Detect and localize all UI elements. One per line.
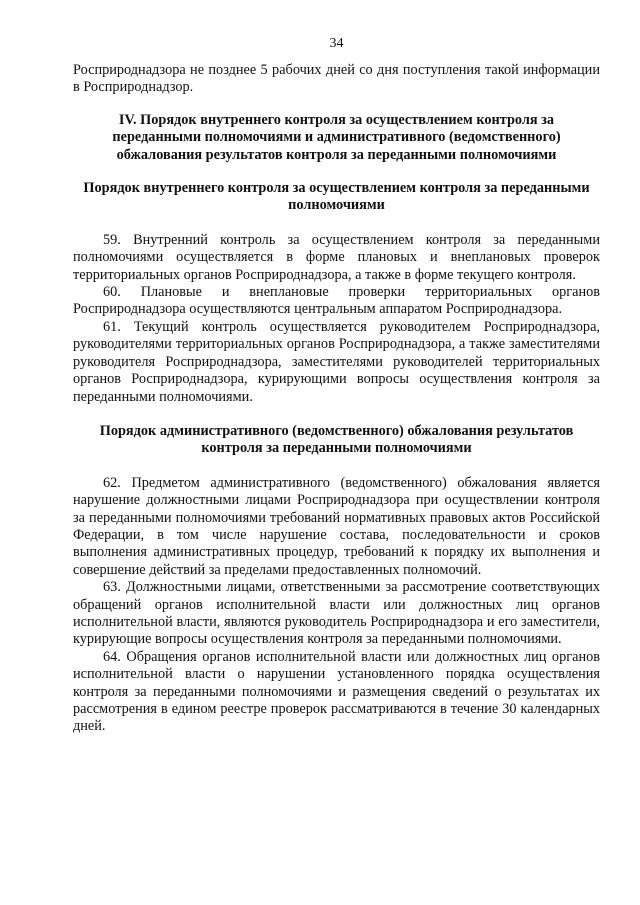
paragraph-62: 62. Предметом административного (ведомственного) обжалования является нарушение должностными лицами Росприроднадзора при осуществлении контроля за переданными полномочиями требований нормативных правовых актов Российской Федерации, в том числе нарушение состава, последовательности и сроков выполнения административных процедур, требований к порядку их выполнения и совершение действий за пределами предоставленных полномочий.: [73, 474, 600, 578]
subsection-title-internal-control: Порядок внутреннего контроля за осуществлением контроля за переданными полномочиями: [83, 180, 590, 214]
paragraph-64: 64. Обращения органов исполнительной власти или должностных лиц органов исполнительной власти о нарушении установленного порядка осуществления контроля за переданными полномочиями и размещения сведений о результатах их рассмотрения в едином реестре проверок рассматриваются в течение 30 календарных дней.: [73, 648, 600, 735]
spacer: [73, 406, 600, 423]
spacer: [73, 215, 600, 232]
document-page: [73, 36, 600, 736]
paragraph-59: 59. Внутренний контроль за осуществлением контроля за переданными полномочиями осуществляется в форме плановых и внеплановых проверок территориальных органов Росприроднадзора, а также в форме текущего контроля.: [73, 231, 600, 283]
page-number: 34: [329, 36, 344, 51]
intro-paragraph: Росприроднадзора не позднее 5 рабочих дней со дня поступления такой информации в Росприроднадзор.: [73, 62, 600, 96]
subsection-title-appeal: Порядок административного (ведомственного) обжалования результатов контроля за переданными полномочиями: [99, 422, 574, 457]
spacer: [73, 164, 600, 180]
section-title: IV. Порядок внутреннего контроля за осуществлением контроля за переданными полномочиями и административного (ведомственного) обжалования результатов контроля за переданными полномочиями: [112, 111, 561, 163]
paragraph-60: 60. Плановые и внеплановые проверки территориальных органов Росприроднадзора осуществляются центральным аппаратом Росприроднадзора.: [73, 284, 600, 318]
paragraph-61: 61. Текущий контроль осуществляется руководителем Росприроднадзора, руководителями территориальных органов Росприроднадзора, а также заместителями руководителя Росприроднадзора, заместителями руководителей территориальных органов Росприроднадзора, курирующими вопросы осуществления контроля за переданными полномочиями.: [73, 318, 600, 405]
spacer: [73, 458, 600, 475]
paragraph-63: 63. Должностными лицами, ответственными за рассмотрение соответствующих обращений органов исполнительной власти или должностных лиц органов исполнительной власти, являются руководитель Росприроднадзора и его заместители, курирующие вопросы осуществления контроля за переданными полномочиями.: [73, 579, 600, 648]
spacer: [73, 97, 600, 112]
